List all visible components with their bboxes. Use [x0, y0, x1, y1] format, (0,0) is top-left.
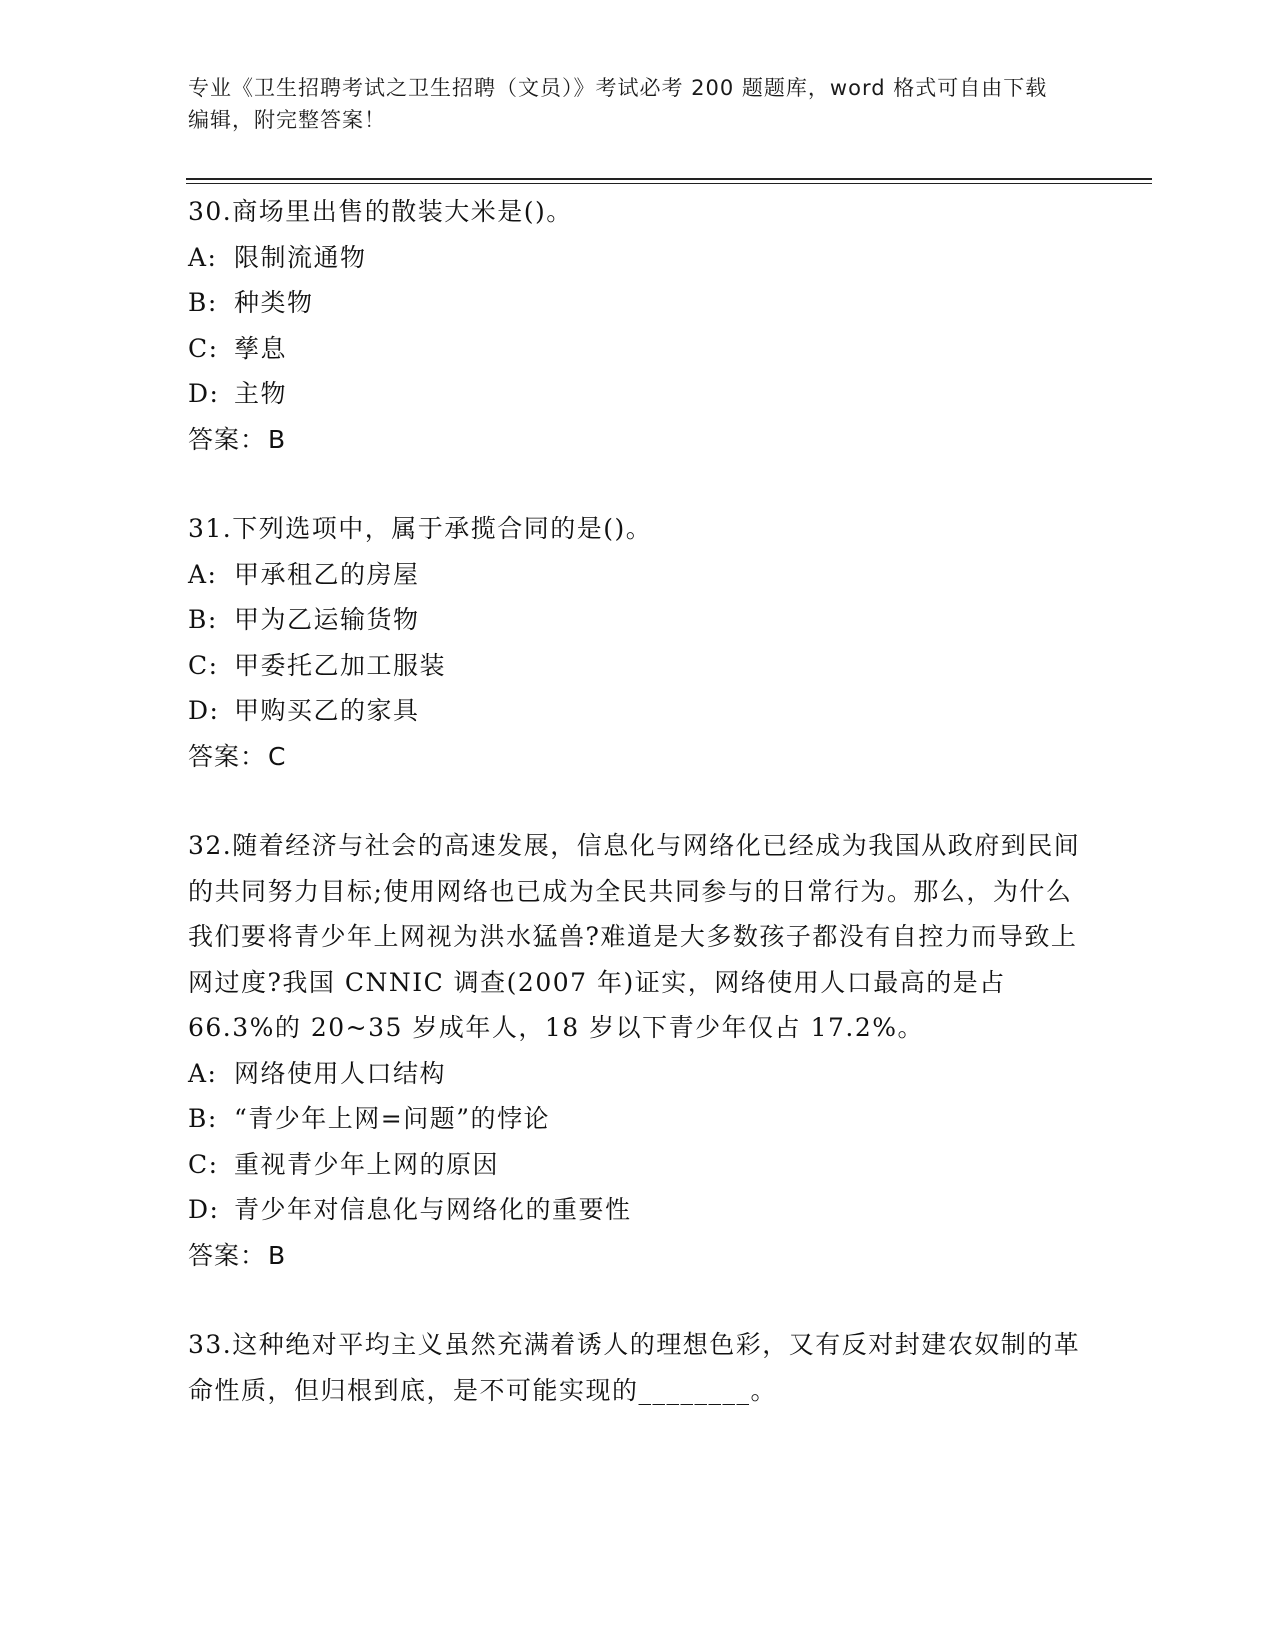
- option-a: [188, 1051, 1088, 1097]
- answer-label: 答案：: [188, 424, 267, 454]
- option-text: 种类物: [234, 288, 314, 317]
- option-c: [188, 643, 1088, 689]
- answer-line: [188, 1233, 1088, 1279]
- question-33: [188, 1322, 1088, 1413]
- option-key: D:: [188, 379, 220, 408]
- question-stem: 31.下列选项中，属于承揽合同的是()。: [188, 514, 653, 543]
- answer-label: 答案：: [188, 1240, 267, 1270]
- option-text: 重视青少年上网的原因: [234, 1149, 500, 1179]
- answer-value: B: [268, 1240, 287, 1270]
- question-stem: 32.随着经济与社会的高速发展，信息化与网络化已经成为我国从政府到民间的共同努力目标;使用网络也已成为全民共同参与的日常行为。那么，为什么我们要将青少年上网视为洪水猛兽?难道是大多数孩子都没有自控力而导致上网过度?我国 CNNIC 调查(2007 年)证实，网络使用人口最高的是占 66.3%的 20~35 岁成年人，18 岁以下青少年仅占 17.2%。: [188, 831, 1081, 1042]
- option-text: 限制流通物: [234, 242, 367, 272]
- question-31: [188, 506, 1088, 779]
- option-key: D:: [188, 696, 220, 725]
- answer-label: 答案：: [188, 741, 267, 771]
- option-b: [188, 280, 1088, 326]
- option-d: [188, 371, 1088, 417]
- option-text: 孳息: [234, 333, 288, 363]
- question-list: [188, 189, 1088, 1457]
- option-text: “青少年上网=问题”的悖论: [234, 1104, 551, 1133]
- question-stem: 33.这种绝对平均主义虽然充满着诱人的理想色彩，又有反对封建农奴制的革命性质，但归根到底，是不可能实现的________。: [188, 1330, 1081, 1405]
- question-32: [188, 823, 1088, 1278]
- option-key: A:: [188, 559, 218, 589]
- question-stem: 30.商场里出售的散装大米是()。: [188, 197, 573, 226]
- option-c: [188, 326, 1088, 372]
- option-key: C:: [188, 333, 219, 363]
- option-d: [188, 688, 1088, 734]
- option-a: [188, 552, 1088, 598]
- option-key: C:: [188, 650, 219, 680]
- answer-value: C: [268, 741, 287, 771]
- header-divider-thin: [186, 183, 1152, 184]
- header-divider-thick: [186, 178, 1152, 180]
- option-key: C:: [188, 1149, 219, 1179]
- option-key: B:: [188, 605, 218, 634]
- option-a: [188, 235, 1088, 281]
- document-header: 专业《卫生招聘考试之卫生招聘（文员）》考试必考 200 题题库，word 格式可自由下载编辑，附完整答案！: [188, 76, 1048, 132]
- option-text: 青少年对信息化与网络化的重要性: [234, 1195, 632, 1224]
- option-text: 甲委托乙加工服装: [234, 650, 447, 680]
- option-text: 甲购买乙的家具: [234, 696, 420, 725]
- option-b: [188, 597, 1088, 643]
- option-key: D:: [188, 1195, 220, 1224]
- option-d: [188, 1187, 1088, 1233]
- answer-line: [188, 734, 1088, 780]
- option-text: 网络使用人口结构: [234, 1058, 447, 1088]
- option-key: A:: [188, 1058, 218, 1088]
- option-text: 主物: [234, 379, 288, 408]
- option-key: A:: [188, 242, 218, 272]
- option-b: [188, 1096, 1088, 1142]
- option-c: [188, 1142, 1088, 1188]
- option-key: B:: [188, 1104, 218, 1133]
- option-text: 甲为乙运输货物: [234, 605, 420, 634]
- answer-line: [188, 417, 1088, 463]
- option-key: B:: [188, 288, 218, 317]
- option-text: 甲承租乙的房屋: [234, 559, 420, 589]
- question-30: [188, 189, 1088, 462]
- answer-value: B: [268, 424, 287, 454]
